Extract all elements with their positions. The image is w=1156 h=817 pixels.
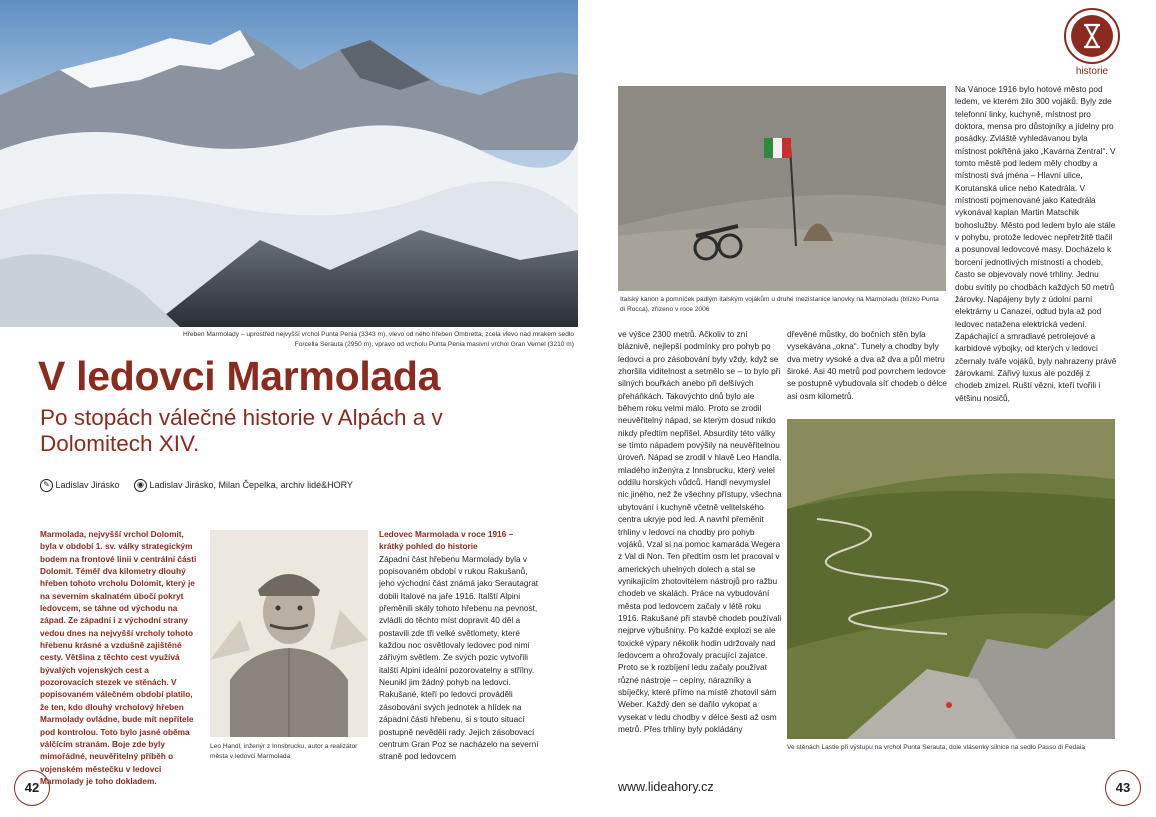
author-name: Ladislav Jirásko <box>55 479 120 490</box>
byline-author <box>40 479 120 492</box>
intro-paragraph: Marmolada, nejvyšší vrchol Dolomit, byla v období 1. sv. války strategickým bodem na frontové linii v centrální části Dolomit. Téměř dva kilometry dlouhý hřeben tohoto vrcholu Dolomit, který je na severním skalnatém úbočí pokryt ledovcem, se táhne od východu na západ. Ze západní i z východní strany vedou dnes na nejvyšší vrcholy tohoto hřebenu krásné a vzdušně zajištěné cesty. Většina z těchto cest využívá bývalých vojenských cest a pozorovacích stezek ve stěnách. V popisovaném válečném období platilo, že ten, kdo dlouhý vrcholový hřeben Marmolady ovládne, bude mít nepřítele pod kontrolou. Toto bylo jasné oběma válčícím stranám. Boje zde byly mimořádné, neuvěřitelný příběh o vojenském městečku v ledovci Marmolady je toho dokladem. <box>40 529 197 786</box>
column-5-text: Na Vánoce 1916 bylo hotové město pod ledem, ve kterém žilo 300 vojáků. Byly zde telefonní linky, kuchyně, místnost pro doktora, mensa pro důstojníky a jídelny pro posádky. Zvláště vyhledávanou byla místnost pokřtěná jako „Kavárna Zentral“. V tomto městě pod ledem měly chodby a místnosti svá jména – Hlavní ulice, Korutanská ulice nebo Katedrála. V místnosti pojmenované jako Katedrála vykonával kaplan Martin Matschik bohoslužby. Město pod ledem bylo ale stále v pohybu, protože ledovec nepřetržitě tlačil a posunoval ledovcové masy. Docházelo k borcení jednotlivých místností a chodeb, často se objevovaly nové trhliny. Jednu dobu svítily po chodbách každých 50 metrů žárovky. Napájeny byly z údolní parní elektrárny u Canazei, odtud byla až pod ledovec natažena elektrická vedení. Zapáchající a smradlavé petrolejové a karbidové výbojky, od kterých v ledovci zčernaly tváře vojáků, byly nahrazeny právě žárovkami. Zářivý luxus ale později z chodeb zmizel. Ruští vězni, kteří tvořili i většinu nosičů, <box>955 84 1117 403</box>
pen-icon: ✎ <box>40 479 53 492</box>
section-badge <box>1062 8 1122 78</box>
hero-caption: Hřeben Marmolady – uprostřed nejvyšší vrchol Punta Penia (3343 m), vlevo od něho hřeben Ombretta, zcela vlevo nad mrakem sedlo Forcella Serauta (2950 m), vpravo od vrcholu Punta Penia masivní vrchol Gran Vernel (3210 m) <box>182 331 574 348</box>
hourglass-icon <box>1071 15 1113 57</box>
portrait-caption: Leo Handl, inženýr z Innsbrucku, autor a realizátor města v ledovci Marmolada <box>210 743 358 760</box>
portrait-leo-handl <box>210 530 368 737</box>
hero-photo-marmolada <box>0 0 578 327</box>
cannon-caption: Italský kanon a pomníček padlým italským vojákům u druhé mezistanice lanovky na Marmoladu (blízko Punta di Rocca), zřízeno v roce 2006 <box>620 296 939 313</box>
page-number-right: 43 <box>1105 770 1141 806</box>
article-title: V ledovci Marmolada <box>38 353 441 399</box>
road-hairpins-photo <box>787 419 1115 739</box>
article-subtitle: Po stopách válečné historie v Alpách a v Dolomitech XIV. <box>40 405 443 456</box>
photographers: Ladislav Jirásko, Milan Čepelka, archiv lidé&HORY <box>149 479 353 490</box>
page-number-left: 42 <box>14 770 50 806</box>
section-heading: Ledovec Marmolada v roce 1916 – krátký pohled do historie <box>379 529 514 552</box>
camera-icon: ◉ <box>134 479 147 492</box>
column-2-text: Západní část hřebenu Marmolady byla v popisovaném období v rukou Rakušanů, jeho východní část známá jako Serautagrat dobili Italové na jaře 1916. Italští Alpini přeměnili skály tohoto hřebenu na pevnost, zvládli do těchto míst dopravit 40 děl a postavili zde tři velké světlomety, které každou noc osvětlovaly ledovec pod nimi zářivým světlem. Ze svých pozic vytvořili italští Alpini ideální pozorovatelny a střílny. Neunikl jim žádný pohyb na ledovci. Rakušané, kteří po ledovci prováděli zásobování svých jednotek a hlídek na západní části hřebenu, si s touto situací postupně nevěděli rady. Jejich zásobovací centrum Gran Poz se nacházelo na severní straně pod ledovcem <box>379 553 539 762</box>
website-url[interactable]: www.lideahory.cz <box>618 780 714 794</box>
road-caption: Ve stěnách Lastie při výstupu na vrchol Punta Serauta, dole vlásenky silnice na sedlo Passo di Fedaia <box>787 744 1085 751</box>
column-2 <box>379 528 539 763</box>
byline-photo <box>134 479 353 492</box>
column-4-text: dřevěné můstky, do bočních stěn byla vysekávána „okna“. Tunely a chodby byly dva metry vysoké a dva až dva a půl metru široké. Asi 40 metrů pod povrchem ledovce se postupně vybudovala síť chodeb o délce asi osm kilometrů. <box>787 329 947 401</box>
cannon-photo <box>618 86 946 291</box>
section-label: historie <box>1075 66 1109 77</box>
column-3-text: ve výšce 2300 metrů. Ačkoliv to zní bláznivě, nejlepší podmínky pro pohyb po ledovci a pro zásobování byly vždy, když se zhoršila viditelnost a setmělo se – to bylo při silných bouřkách anebo při delšívých přeháňkách. Takovýchto dnů bylo ale během roku velmi málo. Proto se zrodil neuvěřitelný nápad, se kterým dosud nikdo nikdy předtím nepřišel. Absurdity této války se tímto nápadem povýšily na neuvěřitelnou úroveň. Nápad se zrodil v hlavě Leo Handla, mladého inženýra z Innsbrucku, který velel oddílu horských vůdců. Handl nevymyslel nic jiného, než že všechny přístupy, všechna ubytování i kuchyně včetně velitelského centra ukryje pod led. A navrhl přeměnit trhliny v ledovci na chodby pro pohyb vojáků. Vzal si na pomoc kamaráda Wegera z Val di Non. Ten předtím osm let pracoval v amerických uhelných dolech a stal se vynikajícím zhotovitelem nástrojů pro ražbu chodeb ve skalách. Práce na vybudování města pod ledovcem začaly v létě roku 1916. Rakušané při stavbě chodeb používali nejprve výbušniny. Po každé explozi se ale toxické výpary několik hodin udržovaly nad ledovcem a ohrožovaly pracující zajatce. Proto se k rozbíjení ledu začaly používat různé nástroje – cepíny, nárazníky a sbíječky, které přímo na místě zhotovil sám Weber. Každý den se dařilo vykopat a vysekat v ledu chodby v délce šesti až osm metrů. Přes trhliny byly pokládány <box>618 329 782 734</box>
